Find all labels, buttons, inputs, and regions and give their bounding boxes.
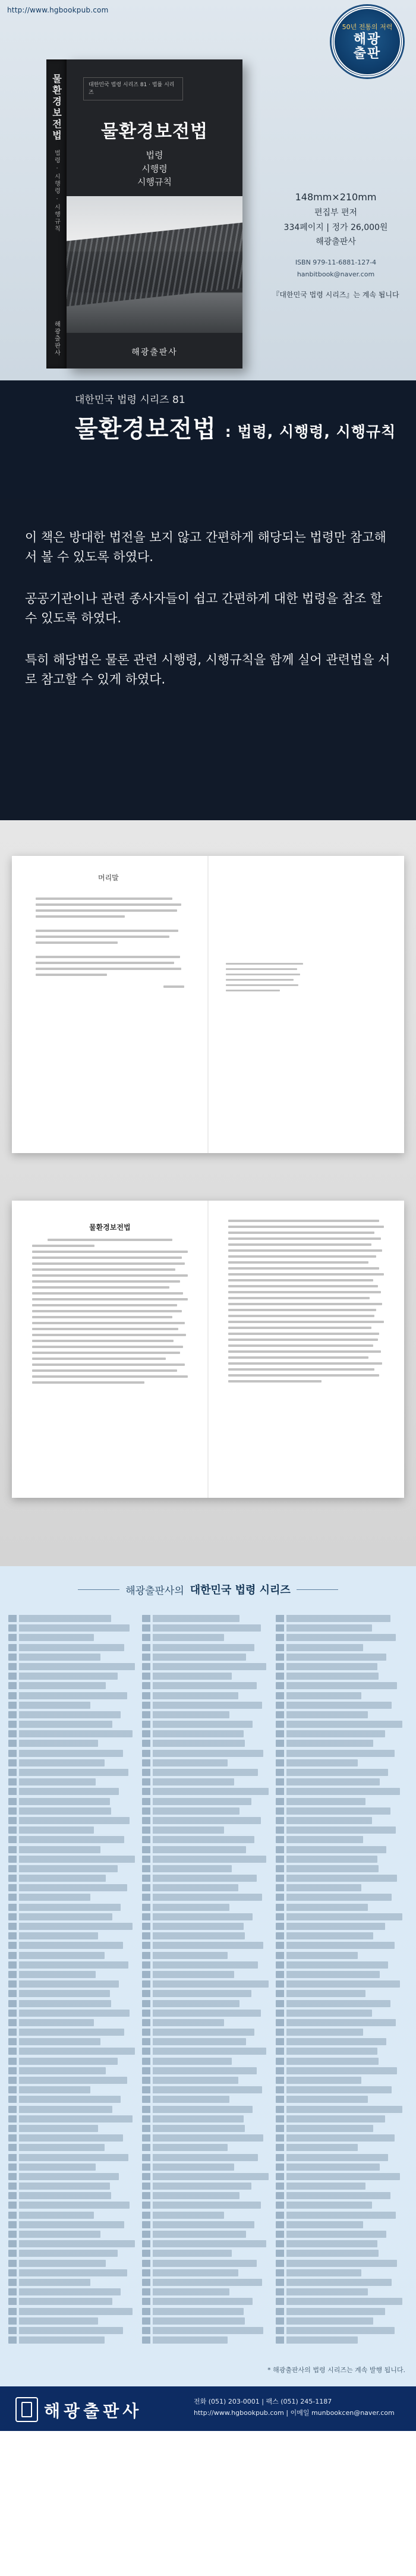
series-title-item <box>276 2164 380 2171</box>
series-title-item <box>142 1942 263 1949</box>
series-title-item <box>8 2134 123 2142</box>
spread-fold <box>207 856 209 1153</box>
spread-fold <box>207 1201 209 1498</box>
spec-size: 148mm×210mm <box>295 191 377 203</box>
main-title-text: 물환경보전법 <box>75 415 216 443</box>
series-title-item <box>276 1894 392 1901</box>
description-paragraph: 이 책은 방대한 법전을 보지 않고 간편하게 해당되는 법령만 참고해서 볼 수 있도록 하였다. <box>25 530 386 564</box>
series-title-item <box>276 2125 373 2132</box>
series-title-item <box>276 2336 358 2344</box>
series-title-item <box>276 1856 377 1863</box>
series-title-item <box>8 2231 100 2238</box>
series-title-item <box>8 2212 94 2219</box>
series-title-item <box>142 1663 266 1670</box>
series-title-item <box>8 1961 128 1969</box>
series-title-item <box>8 2269 127 2276</box>
series-title-item <box>142 1798 251 1805</box>
series-title-item <box>276 2212 396 2219</box>
series-title-item <box>276 1826 396 1834</box>
series-title-item <box>276 2221 363 2228</box>
seal-name <box>354 33 382 61</box>
series-title-item <box>8 2221 124 2228</box>
series-title-item <box>142 2202 261 2209</box>
heading-rule-right <box>297 1589 338 1590</box>
cover-publisher: 해광출판사 <box>131 348 178 357</box>
series-title-item <box>276 1711 368 1718</box>
series-title-item <box>8 2288 121 2295</box>
preface-text-lines <box>36 897 184 991</box>
series-title-item <box>8 1769 128 1776</box>
series-title-item <box>142 2086 262 2093</box>
series-title-item <box>276 1788 400 1795</box>
series-title-item <box>142 2067 257 2074</box>
series-title-item <box>142 2125 245 2132</box>
series-title-item <box>276 1798 365 1805</box>
series-title-item <box>8 2144 105 2151</box>
series-title-item <box>276 2048 377 2055</box>
copyright-text-lines <box>226 963 303 995</box>
series-title-item <box>276 1904 368 1911</box>
spec-isbn: ISBN 979-11-6881-127-4 <box>295 258 377 266</box>
series-title-item <box>8 1923 133 1930</box>
series-title-item <box>276 2279 392 2286</box>
series-title-item <box>8 2173 119 2180</box>
book-cover-image <box>46 59 242 369</box>
series-title-item <box>142 1865 232 1872</box>
spec-email: hanbitbook@naver.com <box>297 270 375 279</box>
spec-pages-price: 334페이지 | 정가 26,000원 <box>283 222 388 232</box>
series-title-item <box>276 1692 361 1699</box>
series-title-item <box>276 2134 395 2142</box>
series-title-item <box>142 1692 238 1699</box>
cover-subtitle <box>67 149 242 189</box>
series-title-item <box>8 2308 133 2315</box>
series-title-item <box>8 2183 110 2190</box>
series-heading-title: 대한민국 법령 시리즈 <box>190 1584 291 1596</box>
series-title-item <box>8 1682 106 1689</box>
series-title-item <box>142 1769 258 1776</box>
series-title-item <box>276 2192 390 2199</box>
series-title-item <box>142 2134 263 2142</box>
series-title-item <box>142 1644 254 1651</box>
series-title-item <box>276 2058 379 2065</box>
series-title-item <box>8 1740 98 1747</box>
series-title-item <box>142 2279 262 2286</box>
heading-rule-left <box>78 1589 119 1590</box>
series-title-item <box>276 2327 395 2334</box>
series-title-item <box>276 1644 363 1651</box>
spec-series-note: 『대한민국 법령 시리즈』는 계속 됩니다 <box>272 291 399 300</box>
series-title-item <box>8 1673 118 1680</box>
series-title-item <box>142 1990 251 1997</box>
series-title-item <box>142 2336 228 2344</box>
series-title-item <box>8 1846 100 1853</box>
series-title-item <box>142 2058 232 2065</box>
series-title-item <box>8 2067 106 2074</box>
series-title-item <box>276 2202 372 2209</box>
series-title-item <box>8 2279 90 2286</box>
spine-subtitle: 법령 · 시행령 · 시행규칙 <box>53 150 60 233</box>
series-title-item <box>142 2000 239 2007</box>
sample-spread-preface <box>12 856 404 1153</box>
series-title-item <box>142 1711 229 1718</box>
series-title-item <box>142 1788 269 1795</box>
series-title-item <box>276 1663 377 1670</box>
series-title-item <box>8 1721 112 1728</box>
series-title-item <box>8 2298 112 2305</box>
series-title-item <box>142 1682 257 1689</box>
series-title-item <box>8 2164 96 2171</box>
series-title-item <box>8 1644 124 1651</box>
series-title-item <box>8 1702 90 1709</box>
series-title-item <box>142 1750 263 1757</box>
spec-publisher: 해광출판사 <box>316 237 356 247</box>
series-title-item <box>276 1807 390 1815</box>
footer-contact <box>194 2397 395 2418</box>
series-title-item <box>276 1990 365 1997</box>
series-title-item <box>8 1788 119 1795</box>
series-title-item <box>276 2077 361 2084</box>
series-title-item <box>142 1778 234 1785</box>
series-title-item <box>276 2019 396 2026</box>
series-title-item <box>142 2173 269 2180</box>
series-title-item <box>276 1615 390 1622</box>
series-title-item <box>276 1932 373 1939</box>
sample-pages-section <box>0 820 416 1566</box>
series-title-item <box>8 1711 121 1718</box>
roof-tiles <box>67 222 242 307</box>
series-title-item <box>142 2317 245 2325</box>
series-title-item <box>276 2173 400 2180</box>
series-title-item <box>8 1990 110 1997</box>
series-title-item <box>142 2144 228 2151</box>
series-title-item <box>8 2058 118 2065</box>
series-title-item <box>142 2192 239 2199</box>
cover-sub-law: 법령 <box>146 150 163 160</box>
series-title-item <box>276 1923 385 1930</box>
series-title-item <box>276 1846 386 1853</box>
series-title-item <box>8 1980 119 1988</box>
series-title-item <box>8 1971 96 1978</box>
series-title-item <box>8 2240 135 2247</box>
spread-heading: 물환경보전법 <box>89 1223 131 1232</box>
publisher-seal-logo <box>332 6 403 77</box>
series-label: 대한민국 법령 시리즈 81 <box>75 394 185 406</box>
series-title-item <box>8 1634 94 1641</box>
series-title-item <box>276 2183 365 2190</box>
cover-roof-photo <box>67 196 242 333</box>
series-title-item <box>8 2327 123 2334</box>
series-title-item <box>142 1836 254 1843</box>
series-title-item <box>142 1702 262 1709</box>
series-title-item <box>8 2000 111 2007</box>
series-title-item <box>276 2010 372 2017</box>
series-title-item <box>276 1817 372 1824</box>
series-title-item <box>142 2048 266 2055</box>
book-logo-icon <box>15 2397 38 2422</box>
sample-spread-law <box>12 1201 404 1498</box>
series-title-item <box>142 2221 254 2228</box>
series-title-item <box>142 1923 244 1930</box>
law-text-lines-left <box>32 1239 188 1387</box>
series-title-item <box>142 2154 258 2161</box>
series-title-item <box>8 1942 123 1949</box>
series-title-item <box>276 1740 373 1747</box>
series-title-item <box>276 1778 380 1785</box>
book-front-cover <box>67 59 242 369</box>
series-title-item <box>276 1942 395 1949</box>
series-title-item <box>8 1778 96 1785</box>
series-title-item <box>142 1961 258 1969</box>
series-title-item <box>142 2269 238 2276</box>
series-title-item <box>276 2231 386 2238</box>
series-title-item <box>142 1913 253 1920</box>
series-title-item <box>276 2317 373 2325</box>
series-title-item <box>8 2317 98 2325</box>
series-column <box>142 1615 274 2346</box>
series-title-item <box>276 1682 397 1689</box>
description-paragraph: 특히 해당법은 물론 관련 시행령, 시행규칙을 함께 실어 관련법을 서로 참고할 수 있게 하였다. <box>25 653 390 686</box>
series-title-item <box>142 2212 224 2219</box>
series-title-item <box>276 1971 380 1978</box>
spine-title: 물환경보전법 <box>51 74 62 141</box>
series-title-item <box>8 1875 106 1882</box>
series-title-item <box>276 2000 390 2007</box>
cover-sub-decree: 시행령 <box>141 163 168 174</box>
series-title-item <box>142 1759 228 1766</box>
series-title-item <box>142 2010 261 2017</box>
series-title-item <box>142 1721 253 1728</box>
series-title-item <box>142 2327 263 2334</box>
series-title-item <box>8 2029 124 2036</box>
series-title-item <box>8 1826 94 1834</box>
footer-brand: 해광출판사 <box>44 2401 143 2421</box>
series-title-item <box>8 1730 133 1737</box>
series-column <box>276 1615 408 2346</box>
series-title-item <box>142 1856 266 1863</box>
series-title-item <box>8 2106 112 2113</box>
description-section <box>0 499 416 820</box>
series-title-item <box>276 2154 388 2161</box>
series-title-item <box>276 2260 397 2267</box>
series-heading <box>0 1582 416 1597</box>
series-title-item <box>276 1634 396 1641</box>
series-title-item <box>8 1856 135 1863</box>
series-title-item <box>276 2115 385 2122</box>
series-title-item <box>276 1980 400 1988</box>
series-title-item <box>142 1730 244 1737</box>
series-title-item <box>142 1952 228 1959</box>
series-title-item <box>8 2077 127 2084</box>
series-title-item <box>8 2019 94 2026</box>
title-bar <box>0 380 416 499</box>
series-title-item <box>276 2250 379 2257</box>
seal-name-line-2: 출판 <box>353 46 382 61</box>
series-title-item <box>142 1826 224 1834</box>
series-title-item <box>8 1692 127 1699</box>
series-title-item <box>276 2106 402 2113</box>
series-title-item <box>8 1663 135 1670</box>
main-title-subtitle: : 법령, 시행령, 시행규칙 <box>225 423 396 440</box>
series-title-item <box>142 1904 229 1911</box>
series-title-item <box>276 2144 358 2151</box>
book-specs <box>267 189 404 300</box>
series-heading-publisher: 해광출판사의 <box>125 1585 184 1597</box>
series-title-item <box>276 1836 363 1843</box>
footer <box>0 2386 416 2431</box>
spread-heading: 머리말 <box>98 874 119 882</box>
series-title-item <box>8 1624 130 1632</box>
spec-editor: 편집부 편저 <box>314 208 358 218</box>
series-title-item <box>276 2067 397 2074</box>
series-title-item <box>276 1759 358 1766</box>
series-title-item <box>8 1750 123 1757</box>
series-title-item <box>8 1952 105 1959</box>
series-title-item <box>276 1913 402 1920</box>
series-title-item <box>142 2240 266 2247</box>
series-title-item <box>8 1884 127 1891</box>
series-title-item <box>142 2260 257 2267</box>
series-title-item <box>8 2038 100 2045</box>
series-title-item <box>8 2260 106 2267</box>
series-title-item <box>142 1624 261 1632</box>
law-text-lines-right <box>228 1220 384 1386</box>
series-title-item <box>8 1836 124 1843</box>
series-title-item <box>276 2029 363 2036</box>
series-title-item <box>276 1865 379 1872</box>
series-title-item <box>8 1817 130 1824</box>
series-title-item <box>142 1980 269 1988</box>
series-title-item <box>142 2019 224 2026</box>
series-title-item <box>142 1894 262 1901</box>
series-title-item <box>276 2308 385 2315</box>
series-title-item <box>142 2029 254 2036</box>
series-title-item <box>8 1615 111 1622</box>
series-title-item <box>142 1875 257 1882</box>
series-title-item <box>8 1654 100 1661</box>
series-title-item <box>142 2288 229 2295</box>
series-title-item <box>276 2038 386 2045</box>
series-title-item <box>142 2106 253 2113</box>
series-title-item <box>142 2308 244 2315</box>
series-title-item <box>8 1894 90 1901</box>
series-title-item <box>276 1952 358 1959</box>
cover-sub-rule: 시행규칙 <box>137 177 172 187</box>
series-title-item <box>8 2086 90 2093</box>
series-title-item <box>276 2240 377 2247</box>
series-title-item <box>142 2164 234 2171</box>
series-title-item <box>142 2231 246 2238</box>
series-title-item <box>276 1750 395 1757</box>
series-title-item <box>8 2096 121 2103</box>
series-title-item <box>142 2115 244 2122</box>
series-title-item <box>142 1615 239 1622</box>
series-title-item <box>276 1624 372 1632</box>
series-title-item <box>142 1817 261 1824</box>
series-title-item <box>142 1846 246 1853</box>
series-title-item <box>276 1673 379 1680</box>
series-title-item <box>8 2154 128 2161</box>
series-title-item <box>8 2125 98 2132</box>
series-title-item <box>8 2202 130 2209</box>
series-title-item <box>142 2250 232 2257</box>
cover-series-box: 대한민국 법령 시리즈 81 · 법률 시리즈 <box>83 77 183 100</box>
series-title-item <box>8 2010 130 2017</box>
series-title-item <box>276 1961 388 1969</box>
series-title-item <box>142 1932 245 1939</box>
series-title-item <box>276 1721 402 1728</box>
series-title-item <box>8 2048 135 2055</box>
series-title-item <box>142 1807 239 1815</box>
series-column <box>8 1615 140 2346</box>
series-title-item <box>8 2336 105 2344</box>
series-title-item <box>8 1759 105 1766</box>
series-title-item <box>8 2250 118 2257</box>
series-title-item <box>276 1769 388 1776</box>
series-title-item <box>142 2096 229 2103</box>
site-url-link[interactable]: http://www.hgbookpub.com <box>7 6 109 14</box>
series-title-item <box>8 1865 118 1872</box>
series-footnote: * 해광출판사의 법령 시리즈는 계속 발행 됩니다. <box>267 2366 405 2374</box>
spine-publisher: 해광출판사 <box>53 321 60 357</box>
series-title-item <box>276 1702 392 1709</box>
series-title-item <box>8 1798 110 1805</box>
footer-web-email: http://www.hgbookpub.com | 이메일 munbookcen@naver.com <box>194 2408 395 2417</box>
series-title-item <box>8 2115 133 2122</box>
series-title-item <box>142 2038 246 2045</box>
description-paragraph: 공공기관이나 관련 종사자들이 쉽고 간편하게 대한 법령을 참조 할 수 있도록 하였다. <box>25 591 383 625</box>
series-title-item <box>142 1971 234 1978</box>
main-title <box>75 410 396 444</box>
series-title-item <box>276 1730 385 1737</box>
series-title-item <box>8 1913 112 1920</box>
series-title-item <box>142 1673 232 1680</box>
series-title-item <box>142 1884 238 1891</box>
hero-section <box>0 0 416 499</box>
series-title-item <box>8 1904 121 1911</box>
book-spine <box>46 59 67 369</box>
series-title-item <box>276 2298 402 2305</box>
series-title-item <box>142 1740 245 1747</box>
series-title-item <box>142 1634 224 1641</box>
series-title-item <box>276 2086 392 2093</box>
series-title-item <box>276 1654 386 1661</box>
series-title-item <box>142 1654 246 1661</box>
series-title-item <box>276 2269 361 2276</box>
series-list-section <box>0 1566 416 2386</box>
series-title-item <box>142 2077 238 2084</box>
seal-name-line-1: 해광 <box>353 32 382 47</box>
seal-tagline: 50년 전통의 저력 <box>342 23 393 31</box>
series-title-item <box>276 1875 397 1882</box>
series-title-item <box>276 2096 368 2103</box>
cover-title: 물환경보전법 <box>101 121 208 142</box>
series-title-item <box>142 2298 253 2305</box>
series-title-item <box>8 2192 111 2199</box>
series-title-item <box>8 1807 111 1815</box>
footer-phone-fax: 전화 (051) 203-0001 | 팩스 (051) 245-1187 <box>194 2398 332 2405</box>
series-title-item <box>276 1884 361 1891</box>
series-title-item <box>142 2183 251 2190</box>
series-title-item <box>8 1932 98 1939</box>
series-title-item <box>276 2288 368 2295</box>
